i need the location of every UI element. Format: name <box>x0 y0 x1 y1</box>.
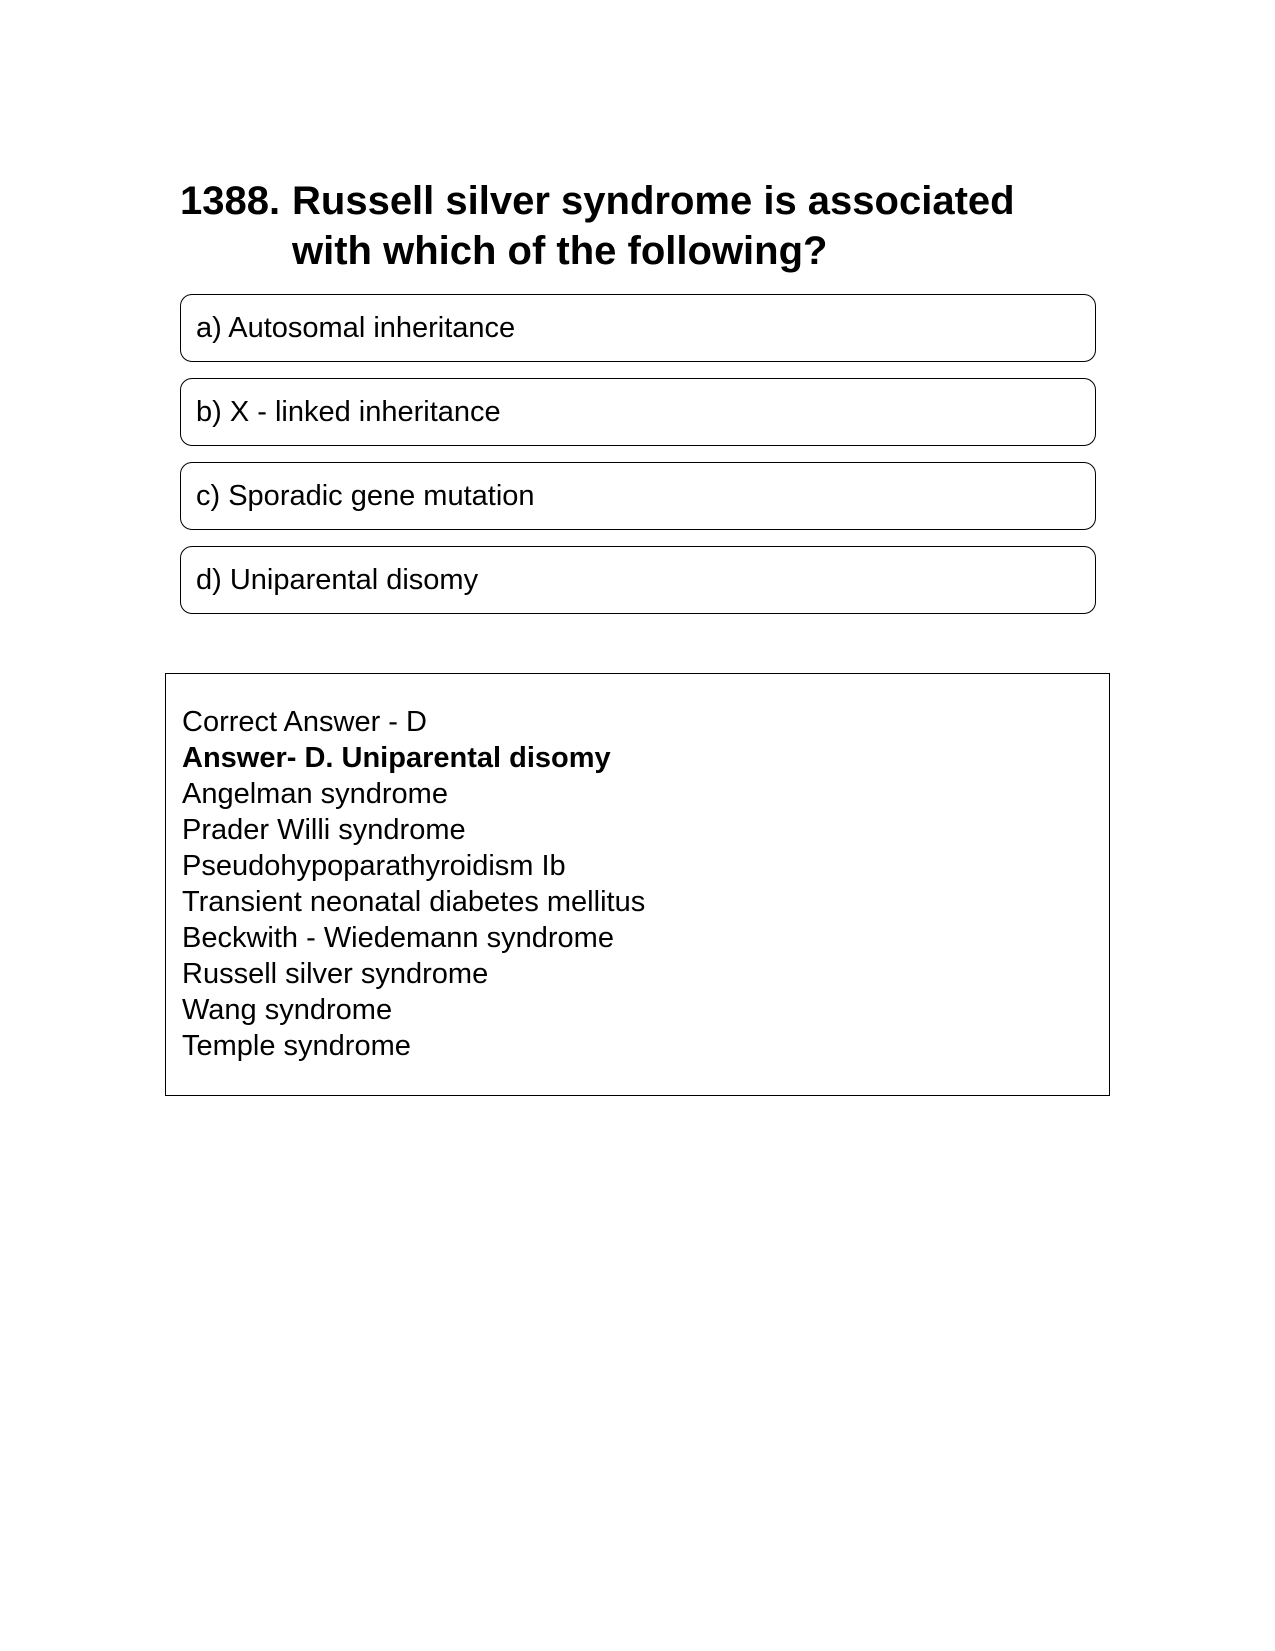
options-list <box>180 294 1096 630</box>
option-a[interactable]: a) Autosomal inheritance <box>180 294 1096 362</box>
answer-item: Prader Willi syndrome <box>182 814 466 846</box>
question-number: 1388. <box>180 179 281 223</box>
option-b[interactable]: b) X - linked inheritance <box>180 378 1096 446</box>
answer-item: Angelman syndrome <box>182 778 448 810</box>
question-heading <box>180 176 1080 276</box>
answer-box <box>165 673 1110 1096</box>
option-c[interactable]: c) Sporadic gene mutation <box>180 462 1096 530</box>
answer-item: Wang syndrome <box>182 994 393 1026</box>
correct-answer-line: Correct Answer - D <box>182 706 427 738</box>
answer-item: Pseudohypoparathyroidism Ib <box>182 850 566 882</box>
option-d[interactable]: d) Uniparental disomy <box>180 546 1096 614</box>
answer-item: Temple syndrome <box>182 1030 411 1062</box>
answer-heading: Answer- D. Uniparental disomy <box>182 742 611 774</box>
question-text: Russell silver syndrome is associated with which of the following? <box>292 179 1015 273</box>
answer-item: Beckwith - Wiedemann syndrome <box>182 922 614 954</box>
answer-item: Russell silver syndrome <box>182 958 489 990</box>
answer-item: Transient neonatal diabetes mellitus <box>182 886 646 918</box>
